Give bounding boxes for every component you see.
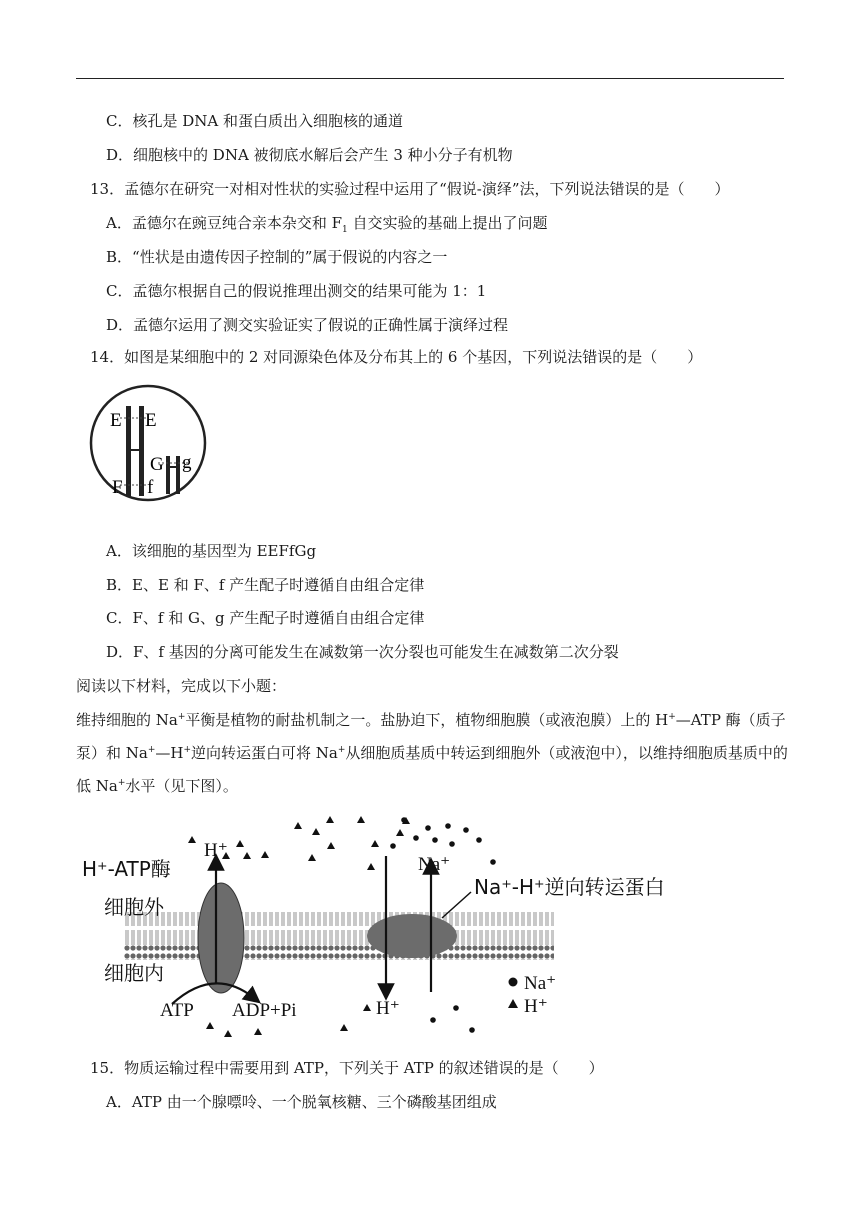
q13-option-b[interactable]: B．“性状是由遗传因子控制的”属于假说的内容之一 bbox=[106, 248, 448, 266]
q13-option-a[interactable]: A．孟德尔在豌豆纯合亲本杂交和 $F_1$ 自交实验的基础上提出了问题 bbox=[106, 214, 548, 235]
gene-label-E1: E bbox=[110, 410, 122, 431]
legend-na-label: Na⁺ bbox=[524, 973, 557, 994]
inside-label: 细胞内 bbox=[104, 961, 164, 985]
lipid-bilayer bbox=[124, 912, 554, 960]
antiporter-label: Na⁺-H⁺逆向转运蛋白 bbox=[474, 875, 665, 899]
atpase-label: H⁺-ATP酶 bbox=[82, 857, 171, 881]
q12-option-d[interactable]: D．细胞核中的 DNA 被彻底水解后会产生 3 种小分子有机物 bbox=[106, 146, 513, 164]
material-paragraph-line-2: 泵）和 Na+—H+逆向转运蛋白可将 Na+从细胞质基质中转运到细胞外（或液泡中），以维持细胞质基质中的 bbox=[76, 744, 788, 762]
h-ion-label-bottom: H⁺ bbox=[376, 998, 400, 1019]
atp-label: ATP bbox=[160, 1000, 194, 1021]
antiporter-protein bbox=[367, 914, 457, 958]
gene-label-f: f bbox=[147, 477, 154, 498]
material-paragraph-line-3: 低 Na+水平（见下图）。 bbox=[76, 777, 238, 795]
q12-option-c[interactable]: C．核孔是 DNA 和蛋白质出入细胞核的通道 bbox=[106, 112, 403, 130]
legend-na-symbol bbox=[509, 978, 518, 987]
q15-option-a[interactable]: A．ATP 由一个腺嘌呤、一个脱氧核糖、三个磷酸基团组成 bbox=[106, 1093, 497, 1111]
q13-option-d[interactable]: D．孟德尔运用了测交实验证实了假说的正确性属于演绎过程 bbox=[106, 316, 509, 334]
chromosome-figure bbox=[86, 378, 212, 506]
q14-stem: 14．如图是某细胞中的 2 对同源染色体及分布其上的 6 个基因，下列说法错误的是（ ） bbox=[90, 348, 703, 366]
adp-pi-label: ADP+Pi bbox=[232, 1000, 297, 1021]
material-paragraph-line-1: 维持细胞的 Na+平衡是植物的耐盐机制之一。盐胁迫下，植物细胞膜（或液泡膜）上的 H+—ATP 酶（质子 bbox=[76, 711, 786, 729]
membrane-transport-figure bbox=[76, 808, 676, 1044]
q14-option-a[interactable]: A．该细胞的基因型为 EEFfGg bbox=[106, 542, 317, 560]
q13-option-c[interactable]: C．孟德尔根据自己的假说推理出测交的结果可能为 1：1 bbox=[106, 282, 487, 300]
h-ion-label-top: H⁺ bbox=[204, 840, 228, 861]
q13-stem: 13．孟德尔在研究一对相对性状的实验过程中运用了“假说-演绎”法，下列说法错误的是（ ） bbox=[90, 180, 730, 198]
gene-label-G: G bbox=[150, 454, 164, 475]
na-ion-label-top: Na⁺ bbox=[418, 854, 451, 875]
legend-h-symbol bbox=[508, 999, 518, 1008]
gene-label-g: g bbox=[182, 452, 192, 473]
gene-label-F: F bbox=[112, 477, 123, 498]
header-rule bbox=[76, 78, 784, 79]
q14-option-b[interactable]: B．E、E 和 F、f 产生配子时遵循自由组合定律 bbox=[106, 576, 425, 594]
q14-option-c[interactable]: C．F、f 和 G、g 产生配子时遵循自由组合定律 bbox=[106, 609, 425, 627]
q14-option-d[interactable]: D．F、f 基因的分离可能发生在减数第一次分裂也可能发生在减数第二次分裂 bbox=[106, 643, 619, 661]
outside-label: 细胞外 bbox=[104, 895, 164, 919]
gene-label-E2: E bbox=[145, 410, 157, 431]
q15-stem: 15．物质运输过程中需要用到 ATP，下列关于 ATP 的叙述错误的是（ ） bbox=[90, 1059, 604, 1077]
legend-h-label: H⁺ bbox=[524, 996, 548, 1017]
material-intro: 阅读以下材料，完成以下小题： bbox=[76, 677, 287, 695]
h-atpase-protein bbox=[198, 883, 244, 993]
